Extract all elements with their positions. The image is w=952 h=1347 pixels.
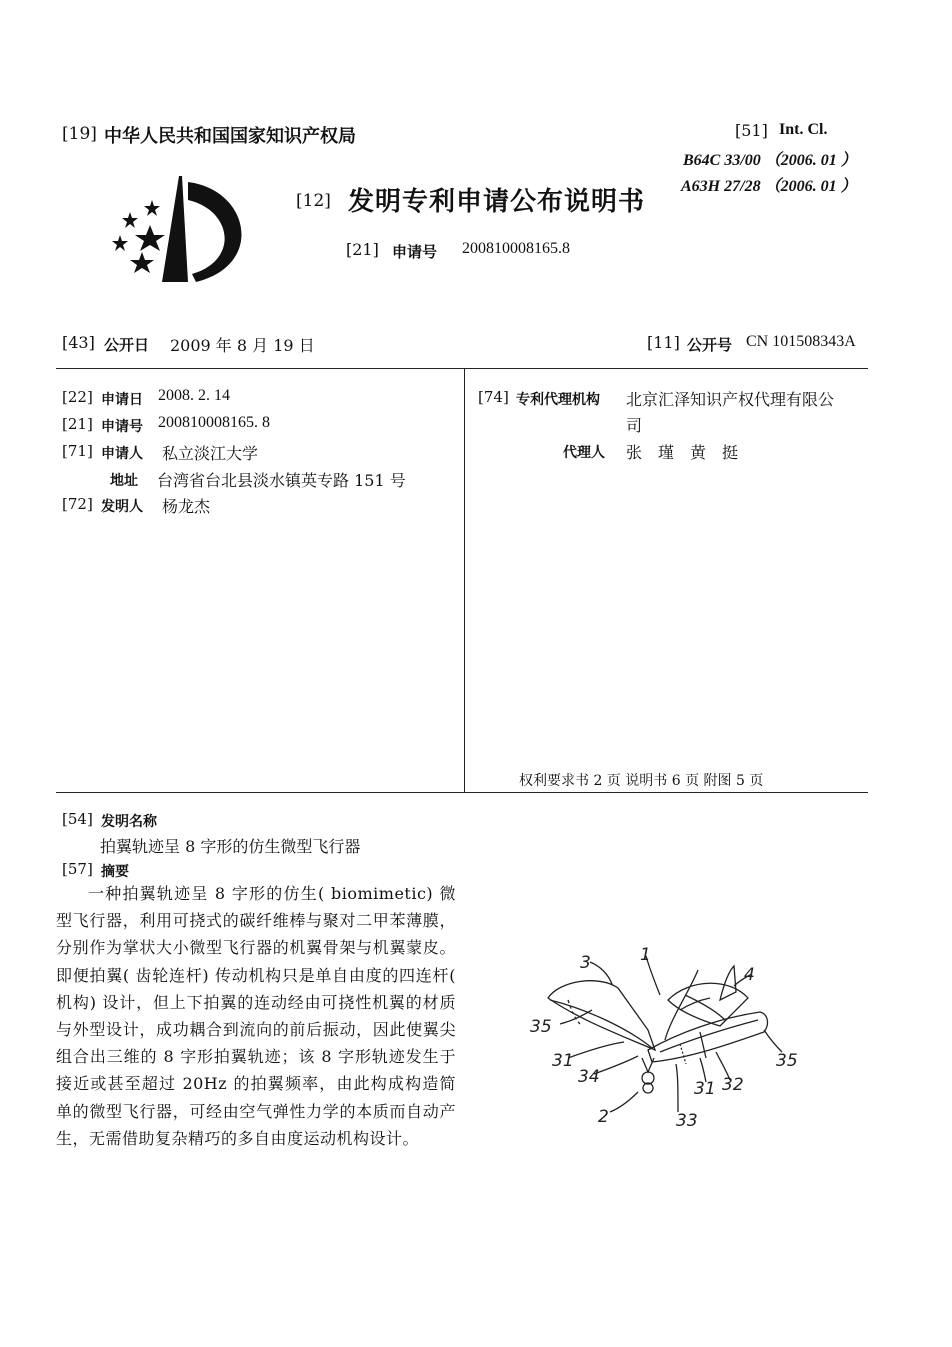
agency-value-line-2: 司 bbox=[626, 416, 643, 435]
pub-no-label: 公开号 bbox=[687, 336, 733, 354]
agent-value: 张 瑾 黄 挺 bbox=[626, 443, 739, 462]
column-divider bbox=[464, 368, 465, 792]
address-value: 台湾省台北县淡水镇英专路 151 号 bbox=[157, 471, 406, 490]
ipc-label: Int. Cl. bbox=[779, 121, 828, 138]
fig-label-2: 2 bbox=[598, 1107, 609, 1127]
office-tag: [19] bbox=[62, 124, 97, 144]
fig-label-1: 1 bbox=[640, 945, 651, 965]
agent-label: 代理人 bbox=[563, 445, 605, 461]
abstract-tag: [57] bbox=[62, 860, 93, 878]
ipc-line-1: B64C 33/00 （2006. 01 ） bbox=[683, 152, 857, 169]
invention-title: 拍翼轨迹呈 8 字形的仿生微型飞行器 bbox=[100, 837, 361, 856]
agency-value-line-1: 北京汇泽知识产权代理有限公 bbox=[626, 390, 835, 409]
fig-label-4: 4 bbox=[744, 965, 755, 985]
inventor-tag: [72] bbox=[62, 495, 93, 513]
sipo-emblem-icon bbox=[100, 170, 260, 290]
inventor-label: 发明人 bbox=[101, 499, 143, 515]
fig-label-35-right: 35 bbox=[776, 1051, 798, 1071]
fig-label-32: 32 bbox=[722, 1075, 744, 1095]
page-counts: 权利要求书 2 页 说明书 6 页 附图 5 页 bbox=[519, 773, 764, 789]
filing-date-tag: [22] bbox=[62, 388, 93, 406]
filing-date-label: 申请日 bbox=[101, 392, 143, 408]
pub-no-tag: [11] bbox=[647, 333, 680, 352]
address-label: 地址 bbox=[110, 473, 138, 489]
app-no-tag: [21] bbox=[62, 415, 93, 433]
app-no-value-header: 200810008165.8 bbox=[462, 240, 570, 257]
title-label: 发明名称 bbox=[101, 814, 157, 830]
app-no-tag-header: [21] bbox=[346, 240, 379, 259]
top-rule bbox=[56, 368, 868, 369]
abstract-label: 摘要 bbox=[101, 864, 129, 880]
title-tag: [54] bbox=[62, 810, 93, 828]
pub-no-value: CN 101508343A bbox=[746, 333, 856, 350]
app-no-label-header: 申请号 bbox=[392, 243, 438, 261]
applicant-label: 申请人 bbox=[101, 446, 143, 462]
doc-type-tag: [12] bbox=[296, 191, 331, 211]
applicant-value: 私立淡江大学 bbox=[162, 444, 259, 463]
ipc-tag: [51] bbox=[735, 121, 768, 140]
pub-date-tag: [43] bbox=[62, 333, 95, 352]
fig-label-31-right: 31 bbox=[694, 1079, 716, 1099]
fig-label-34: 34 bbox=[578, 1067, 600, 1087]
filing-date-value: 2008. 2. 14 bbox=[158, 387, 230, 404]
middle-rule bbox=[56, 792, 868, 793]
agency-label: 专利代理机构 bbox=[516, 392, 600, 408]
app-no-value: 200810008165. 8 bbox=[158, 414, 270, 431]
applicant-tag: [71] bbox=[62, 442, 93, 460]
fig-label-3: 3 bbox=[580, 953, 591, 973]
app-no-label: 申请号 bbox=[101, 419, 143, 435]
fig-label-31-left: 31 bbox=[552, 1051, 574, 1071]
agency-tag: [74] bbox=[478, 388, 509, 406]
fig-label-35-left: 35 bbox=[530, 1017, 552, 1037]
aircraft-figure bbox=[520, 940, 820, 1130]
abstract-text: 一种拍翼轨迹呈 8 字形的仿生( biomimetic) 微型飞行器，利用可挠式的碳纤维棒与聚对二甲苯薄膜，分别作为掌状大小微型飞行器的机翼骨架与机翼蒙皮。 即便拍翼( 齿轮连杆) 传动机构只是单自由度的四连杆( 机构) 设计，但上下拍翼的连动经由可挠性机翼的材质与外型设计，成功耦合到流向的前后振动，因此使翼尖组合出三维的 8 字形拍翼轨迹；该 8 字形轨迹发生于接近或甚至超过 20Hz 的拍翼频率，由此构成构造简单的微型飞行器，可经由空气弹性力学的本质而自动产生，无需借助复杂精巧的多自由度运动机构设计。 bbox=[56, 884, 456, 1148]
doc-type-title: 发明专利申请公布说明书 bbox=[348, 187, 646, 217]
ipc-line-2: A63H 27/28 （2006. 01 ） bbox=[681, 178, 857, 195]
pub-date-label: 公开日 bbox=[104, 336, 150, 354]
fig-label-33: 33 bbox=[676, 1111, 698, 1130]
pub-date-value: 2009 年 8 月 19 日 bbox=[170, 336, 315, 355]
inventor-value: 杨龙杰 bbox=[162, 497, 211, 516]
office-name: 中华人民共和国国家知识产权局 bbox=[104, 126, 356, 147]
